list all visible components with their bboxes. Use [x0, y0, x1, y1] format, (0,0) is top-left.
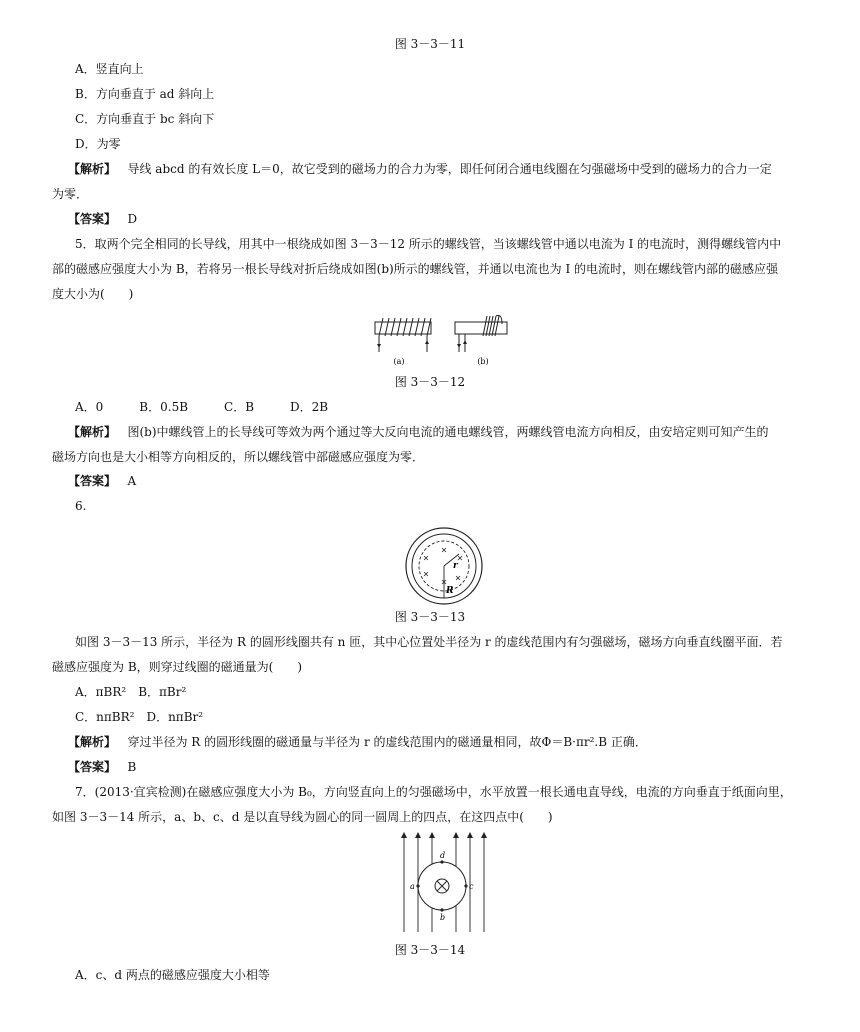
- fig-3-3-14-label-b: b: [440, 913, 446, 922]
- q4-option-a: A．竖直向上: [75, 62, 144, 76]
- q5-stem-line3: 度大小为( ): [52, 287, 134, 301]
- fig-3-3-14-label-d: d: [440, 851, 446, 860]
- q6-options-line1: A．πBR² B．πBr²: [75, 685, 187, 699]
- q6-stem-line1: 如图 3－3－13 所示，半径为 R 的圆形线圈共有 n 匝，其中心位置处半径为 r 的虚线范围内有匀强磁场，磁场方向垂直线圈平面．若: [75, 635, 783, 649]
- q7-stem-line2: 如图 3－3－14 所示，a、b、c、d 是以直导线为圆心的同一圆周上的四点，在这四点中( ): [52, 810, 553, 824]
- q6-answer: [68, 759, 136, 775]
- fig-3-3-14-label-c: c: [469, 882, 474, 891]
- q5-stem-line2: 部的磁感应强度大小为 B，若将另一根长导线对折后绕成如图(b)所示的螺线管，并通以电流也为 I 的电流时，则在螺线管内部的磁感应强: [52, 262, 779, 276]
- q5-options: A．0 B．0.5B C．B D．2B: [75, 400, 329, 414]
- q5-analysis-text: 图(b)中螺线管上的长导线可等效为两个通过等大反向电流的通电螺线管，两螺线管电流方向相反，由安培定则可知产生的: [127, 425, 769, 439]
- q5-answer: [68, 473, 136, 489]
- fig-3-3-14-caption: 图 3－3－14: [394, 943, 466, 957]
- analysis-tag: 【解析】: [68, 162, 117, 176]
- fig-3-3-12-label-a: (a): [393, 357, 405, 366]
- fig-3-3-13-label-r: r: [453, 561, 458, 571]
- fig-3-3-12-label-b: (b): [477, 357, 489, 366]
- q5-stem-line1: 5．取两个完全相同的长导线，用其中一根绕成如图 3－3－12 所示的螺线管，当该螺线管中通以电流为 I 的电流时，测得螺线管内中: [75, 237, 782, 251]
- q7-option-a: A．c、d 两点的磁感应强度大小相等: [75, 968, 270, 982]
- analysis-tag: 【解析】: [68, 735, 117, 749]
- solenoid-a: [375, 318, 431, 352]
- solenoid-figure: [365, 312, 515, 368]
- answer-value: B: [127, 760, 137, 774]
- q4-option-b: B．方向垂直于 ad 斜向上: [75, 87, 215, 101]
- q6-number: 6.: [75, 499, 87, 513]
- answer-value: D: [127, 212, 138, 226]
- q4-analysis-line2: 为零．: [52, 187, 89, 201]
- field-figure: [394, 830, 494, 934]
- fig-3-3-13-label-R: R: [446, 586, 454, 596]
- fig-3-3-14-label-a: a: [410, 882, 415, 891]
- q4-option-c: C．方向垂直于 bc 斜向下: [75, 112, 215, 126]
- coil-figure: [402, 524, 486, 608]
- answer-tag: 【答案】: [68, 474, 117, 488]
- fig-3-3-11-caption: 图 3－3－11: [394, 37, 466, 51]
- q6-options-line2: C．nπBR² D．nπBr²: [75, 710, 204, 724]
- solenoid-b: [455, 315, 507, 352]
- answer-tag: 【答案】: [68, 760, 117, 774]
- fig-3-3-12-caption: 图 3－3－12: [394, 375, 466, 389]
- q4-analysis-text: 导线 abcd 的有效长度 L＝0，故它受到的磁场力的合力为零，即任何闭合通电线圈在匀强磁场中受到的磁场力的合力一定: [127, 162, 772, 176]
- q4-answer: [68, 211, 137, 227]
- analysis-tag: 【解析】: [68, 425, 117, 439]
- q5-analysis-line1: [68, 424, 769, 440]
- fig-3-3-13-caption: 图 3－3－13: [394, 610, 466, 624]
- q4-analysis-line1: [68, 161, 772, 177]
- q6-analysis-text: 穿过半径为 R 的圆形线圈的磁通量与半径为 r 的虚线范围内的磁通量相同，故Φ＝B·πr².B 正确．: [127, 735, 647, 749]
- q6-analysis-line1: [68, 734, 647, 750]
- q6-stem-line2: 磁感应强度为 B，则穿过线圈的磁通量为( ): [52, 660, 302, 674]
- q7-stem-line1: 7．(2013·宜宾检测)在磁感应强度大小为 B₀，方向竖直向上的匀强磁场中，水平放置一根长通电直导线，电流的方向垂直于纸面向里，: [75, 785, 792, 799]
- answer-value: A: [127, 474, 137, 488]
- q5-analysis-line2: 磁场方向也是大小相等方向相反的，所以螺线管中部磁感应强度为零．: [52, 450, 425, 464]
- answer-tag: 【答案】: [68, 212, 117, 226]
- q4-option-d: D．为零: [75, 137, 121, 151]
